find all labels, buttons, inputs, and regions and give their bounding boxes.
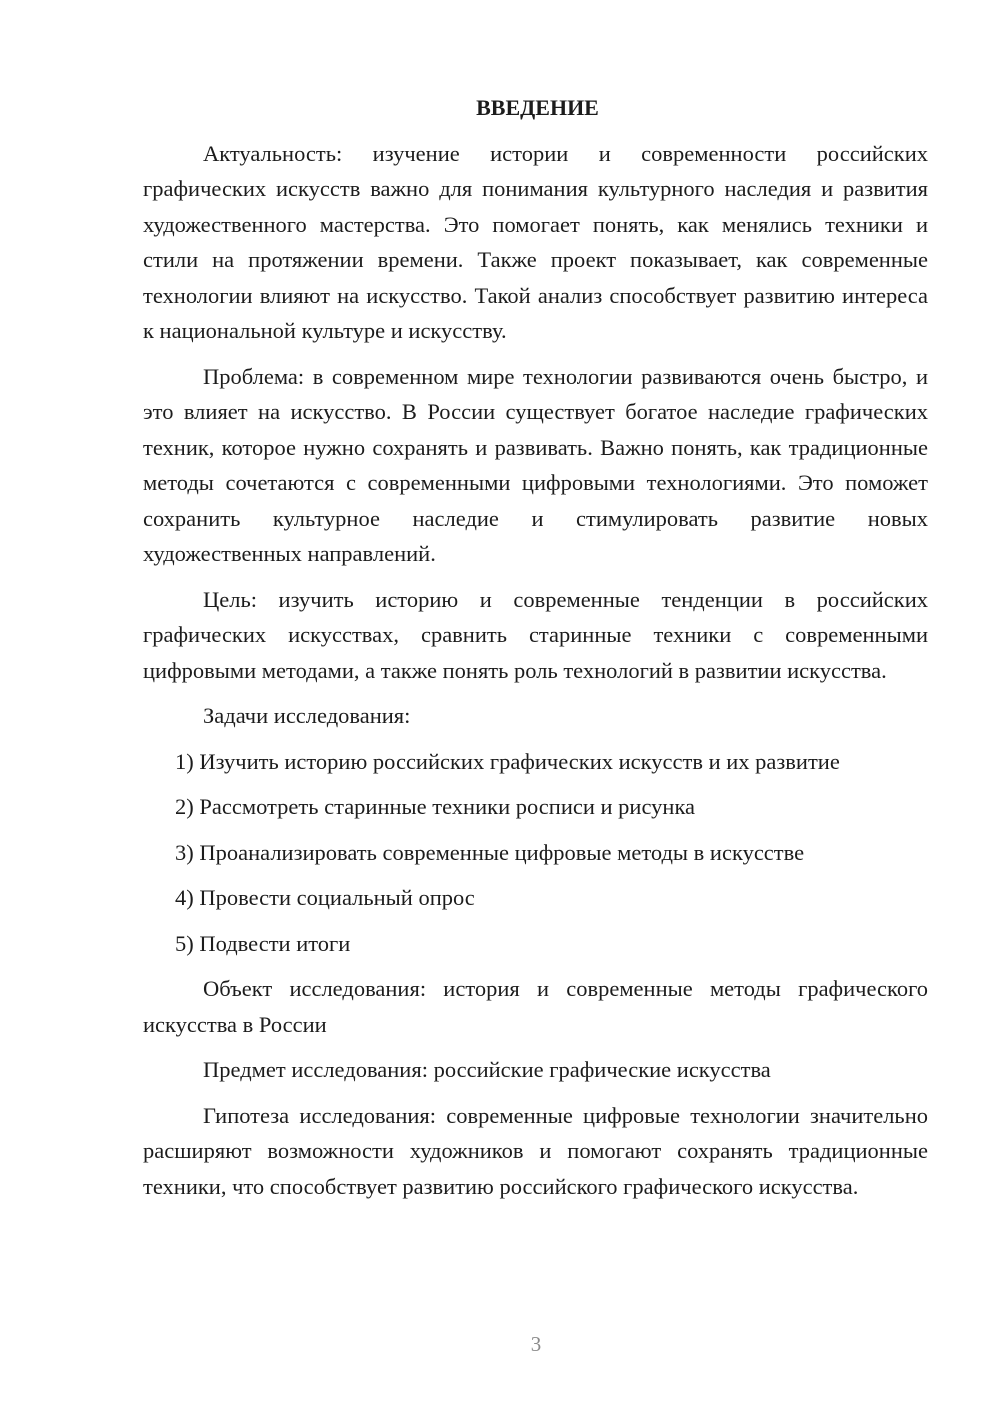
task-list [143,744,928,962]
relevance-paragraph: Актуальность: изучение истории и современности российских графических искусств важно для понимания культурного наследия и развития художественного мастерства. Это помогает понять, как менялись техники и стили на протяжении времени. Также проект показывает, как современные технологии влияют на искусство. Такой анализ способствует развитию интереса к национальной культуре и искусству. [143,140,928,343]
problem-paragraph: Проблема: в современном мире технологии развиваются очень быстро, и это влияет на искусство. В России существует богатое наследие графических техник, которое нужно сохранять и развивать. Важно понять, как традиционные методы сочетаются с современными цифровыми технологиями. Это поможет сохранить культурное наследие и стимулировать развитие новых художественных направлений. [143,363,928,566]
list-item: 2) Рассмотреть старинные техники росписи и рисунка [175,794,696,819]
page-content [143,90,928,1214]
list-item: 3) Проанализировать современные цифровые методы в искусстве [175,839,805,865]
goal-paragraph: Цель: изучить историю и современные тенденции в российских графических искусствах, сравнить старинные техники с современными цифровыми методами, а также понять роль технологий в развитии искусства. [143,586,928,683]
hypothesis-paragraph: Гипотеза исследования: современные цифровые технологии значительно расширяют возможности художников и помогают сохранять традиционные техники, что способствует развитию российского графического искусства. [143,1102,928,1199]
tasks-title: Задачи исследования: [203,703,411,728]
list-item: 1) Изучить историю российских графических искусств и их развитие [175,748,840,774]
subject-paragraph: Предмет исследования: российские графические искусства [203,1057,771,1082]
object-paragraph: Объект исследования: история и современные методы графического искусства в России [143,976,928,1037]
list-item: 5) Подвести итоги [175,930,351,956]
list-item: 4) Провести социальный опрос [175,885,475,910]
page-title: ВВЕДЕНИЕ [476,95,599,120]
page-number: 3 [530,1332,542,1356]
